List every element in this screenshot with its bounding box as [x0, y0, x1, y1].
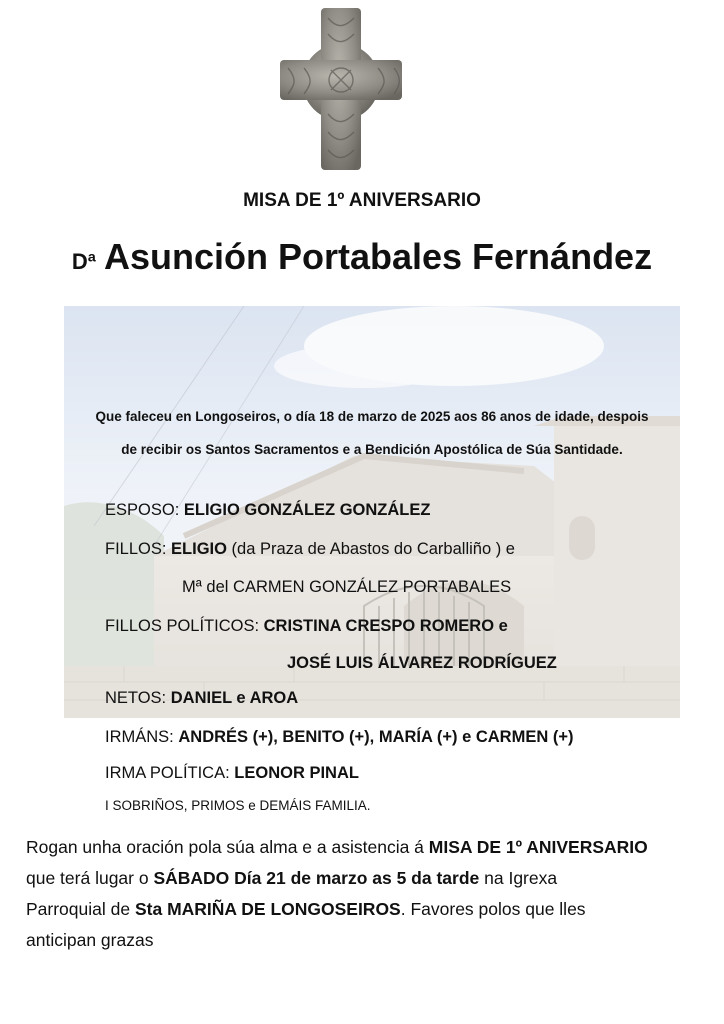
fillos-politicos-value-2: JOSÉ LUIS ÁLVAREZ RODRÍGUEZ [287, 654, 557, 672]
esposo-row [105, 501, 430, 520]
closing-date-emphasis: SÁBADO Día 21 de marzo as 5 da tarde [153, 868, 480, 888]
closing-text-1: Rogan unha oración pola súa alma e a asistencia á [26, 837, 429, 857]
fillos-name-1: ELIGIO [171, 540, 227, 558]
closing-text-3b: . Favores polos que lles [400, 899, 586, 919]
deceased-name [0, 236, 724, 278]
other-family-text: I SOBRIÑOS, PRIMOS e DEMÁIS FAMILIA. [105, 798, 371, 813]
intro-line-1: Que faleceu en Longoseiros, o día 18 de marzo de 2025 aos 86 anos de idade, despois [95, 409, 649, 424]
other-family-row [105, 798, 371, 813]
fillos-politicos-value-1: CRISTINA CRESPO ROMERO e [263, 617, 508, 635]
closing-text-2b: na Igrexa [479, 868, 558, 888]
irma-politica-value: LEONOR PINAL [234, 764, 359, 782]
esposo-value: ELIGIO GONZÁLEZ GONZÁLEZ [183, 501, 431, 519]
fillos-politicos-row-2 [287, 654, 557, 673]
closing-mass-emphasis: MISA DE 1º ANIVERSARIO [428, 837, 648, 857]
celtic-cross-icon [276, 4, 406, 174]
netos-label: NETOS: [105, 689, 167, 707]
fillos-row-2 [182, 578, 511, 597]
closing-text-3: Parroquial de [26, 899, 135, 919]
irmans-label: IRMÁNS: [105, 728, 174, 746]
closing-line-4: anticipan grazas [26, 930, 154, 950]
closing-line-2 [26, 863, 716, 894]
fillos-detail-1: (da Praza de Abastos do Carballiño ) e [226, 540, 515, 558]
irmans-value: ANDRÉS (+), BENITO (+), MARÍA (+) e CARMEN (+) [178, 728, 574, 746]
closing-line-3 [26, 894, 716, 925]
name-text: Asunción Portabales Fernández [103, 236, 653, 277]
mass-heading: MISA DE 1º ANIVERSARIO [243, 190, 481, 211]
fillos-politicos-row [105, 617, 508, 636]
fillos-row [105, 540, 515, 559]
esposo-label: ESPOSO: [105, 501, 180, 519]
irmans-row [105, 728, 573, 747]
fillos-politicos-label: FILLOS POLÍTICOS: [105, 617, 260, 635]
closing-line-1 [26, 832, 716, 863]
irma-politica-row [105, 764, 359, 783]
fillos-label: FILLOS: [105, 540, 167, 558]
death-notice-text [70, 400, 674, 466]
irma-politica-label: IRMA POLÍTICA: [105, 764, 230, 782]
closing-paragraph [26, 832, 716, 956]
closing-place-emphasis: Sta MARIÑA DE LONGOSEIROS [134, 899, 401, 919]
netos-value: DANIEL e AROA [170, 689, 299, 707]
netos-row [105, 689, 298, 708]
intro-line-2: de recibir os Santos Sacramentos e a Bendición Apostólica de Súa Santidade. [121, 442, 623, 457]
name-prefix: Dª [71, 249, 96, 274]
closing-text-2: que terá lugar o [26, 868, 154, 888]
fillos-name-2: Mª del CARMEN GONZÁLEZ PORTABALES [182, 578, 512, 596]
